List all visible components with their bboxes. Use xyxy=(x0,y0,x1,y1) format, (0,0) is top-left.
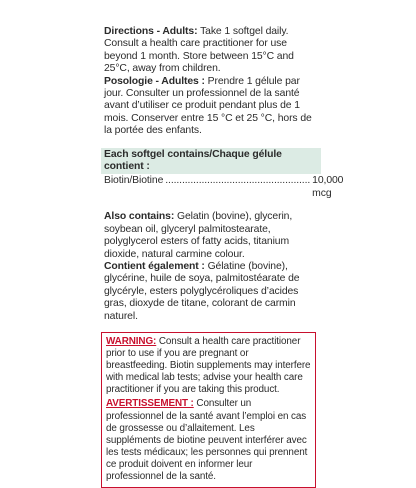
directions-en xyxy=(104,26,318,76)
directions-section xyxy=(104,26,318,138)
also-contains-section xyxy=(104,211,318,323)
ingredient-name: Biotin/Biotine xyxy=(104,175,164,187)
ingredients-table-header: Each softgel contains/Chaque gélule contient : xyxy=(101,148,321,175)
warning-en-text: Consult a health care practitioner prior to use if you are pregnant or breastfeeding. Biotin supplements may interfere with medical lab tests; advise your health care practitioner if you are taking this product. xyxy=(106,335,311,396)
also-contains-fr-heading: Contient également : xyxy=(104,260,205,272)
also-contains-en xyxy=(104,211,318,261)
warning-en xyxy=(106,336,311,396)
also-contains-fr-text: Gélatine (bovine), glycérine, huile de soya, palmitostéarate de glycéryle, esters polyglycéroliques d’acides gras, dioxyde de titane, colorant de carmin naturel. xyxy=(104,260,300,322)
also-contains-fr xyxy=(104,261,318,323)
ingredient-row xyxy=(104,174,344,200)
directions-fr-heading: Posologie - Adultes : xyxy=(104,75,205,87)
label-panel xyxy=(104,26,344,488)
directions-en-text: Take 1 softgel daily. Consult a health care practitioner for use beyond 1 month. Store between 15°C and 25°C, away from children. xyxy=(104,26,294,75)
also-contains-en-text: Gelatin (bovine), glycerin, soybean oil, glyceryl palmitostearate, polyglycerol esters of fatty acids, titanium dioxide, natural carmine colour. xyxy=(104,211,293,260)
warning-en-heading: WARNING: xyxy=(106,335,157,347)
warning-fr xyxy=(106,398,311,483)
warning-fr-heading: AVERTISSEMENT : xyxy=(106,398,194,410)
directions-fr xyxy=(104,76,318,138)
warning-fr-text: Consulter un professionnel de la santé avant l’emploi en cas de grossesse ou d’allaitement. Les suppléments de biotine peuvent interférer avec les tests médicaux; les personnes qui prennent ce produit doivent en informer leur professionnel de la santé. xyxy=(106,398,308,482)
ingredient-amount: 10,000 mcg xyxy=(312,175,344,199)
ingredients-table xyxy=(101,145,344,204)
also-contains-en-heading: Also contains: xyxy=(104,211,175,223)
warning-box xyxy=(101,332,316,488)
leader-dots: .................................................... xyxy=(165,175,311,187)
directions-en-heading: Directions - Adults: xyxy=(104,26,198,37)
directions-fr-text: Prendre 1 gélule par jour. Consulter un professionnel de la santé avant d’utiliser ce produit pendant plus de 1 mois. Conserver entre 15 °C et 25 °C, hors de la portée des enfants. xyxy=(104,75,312,137)
